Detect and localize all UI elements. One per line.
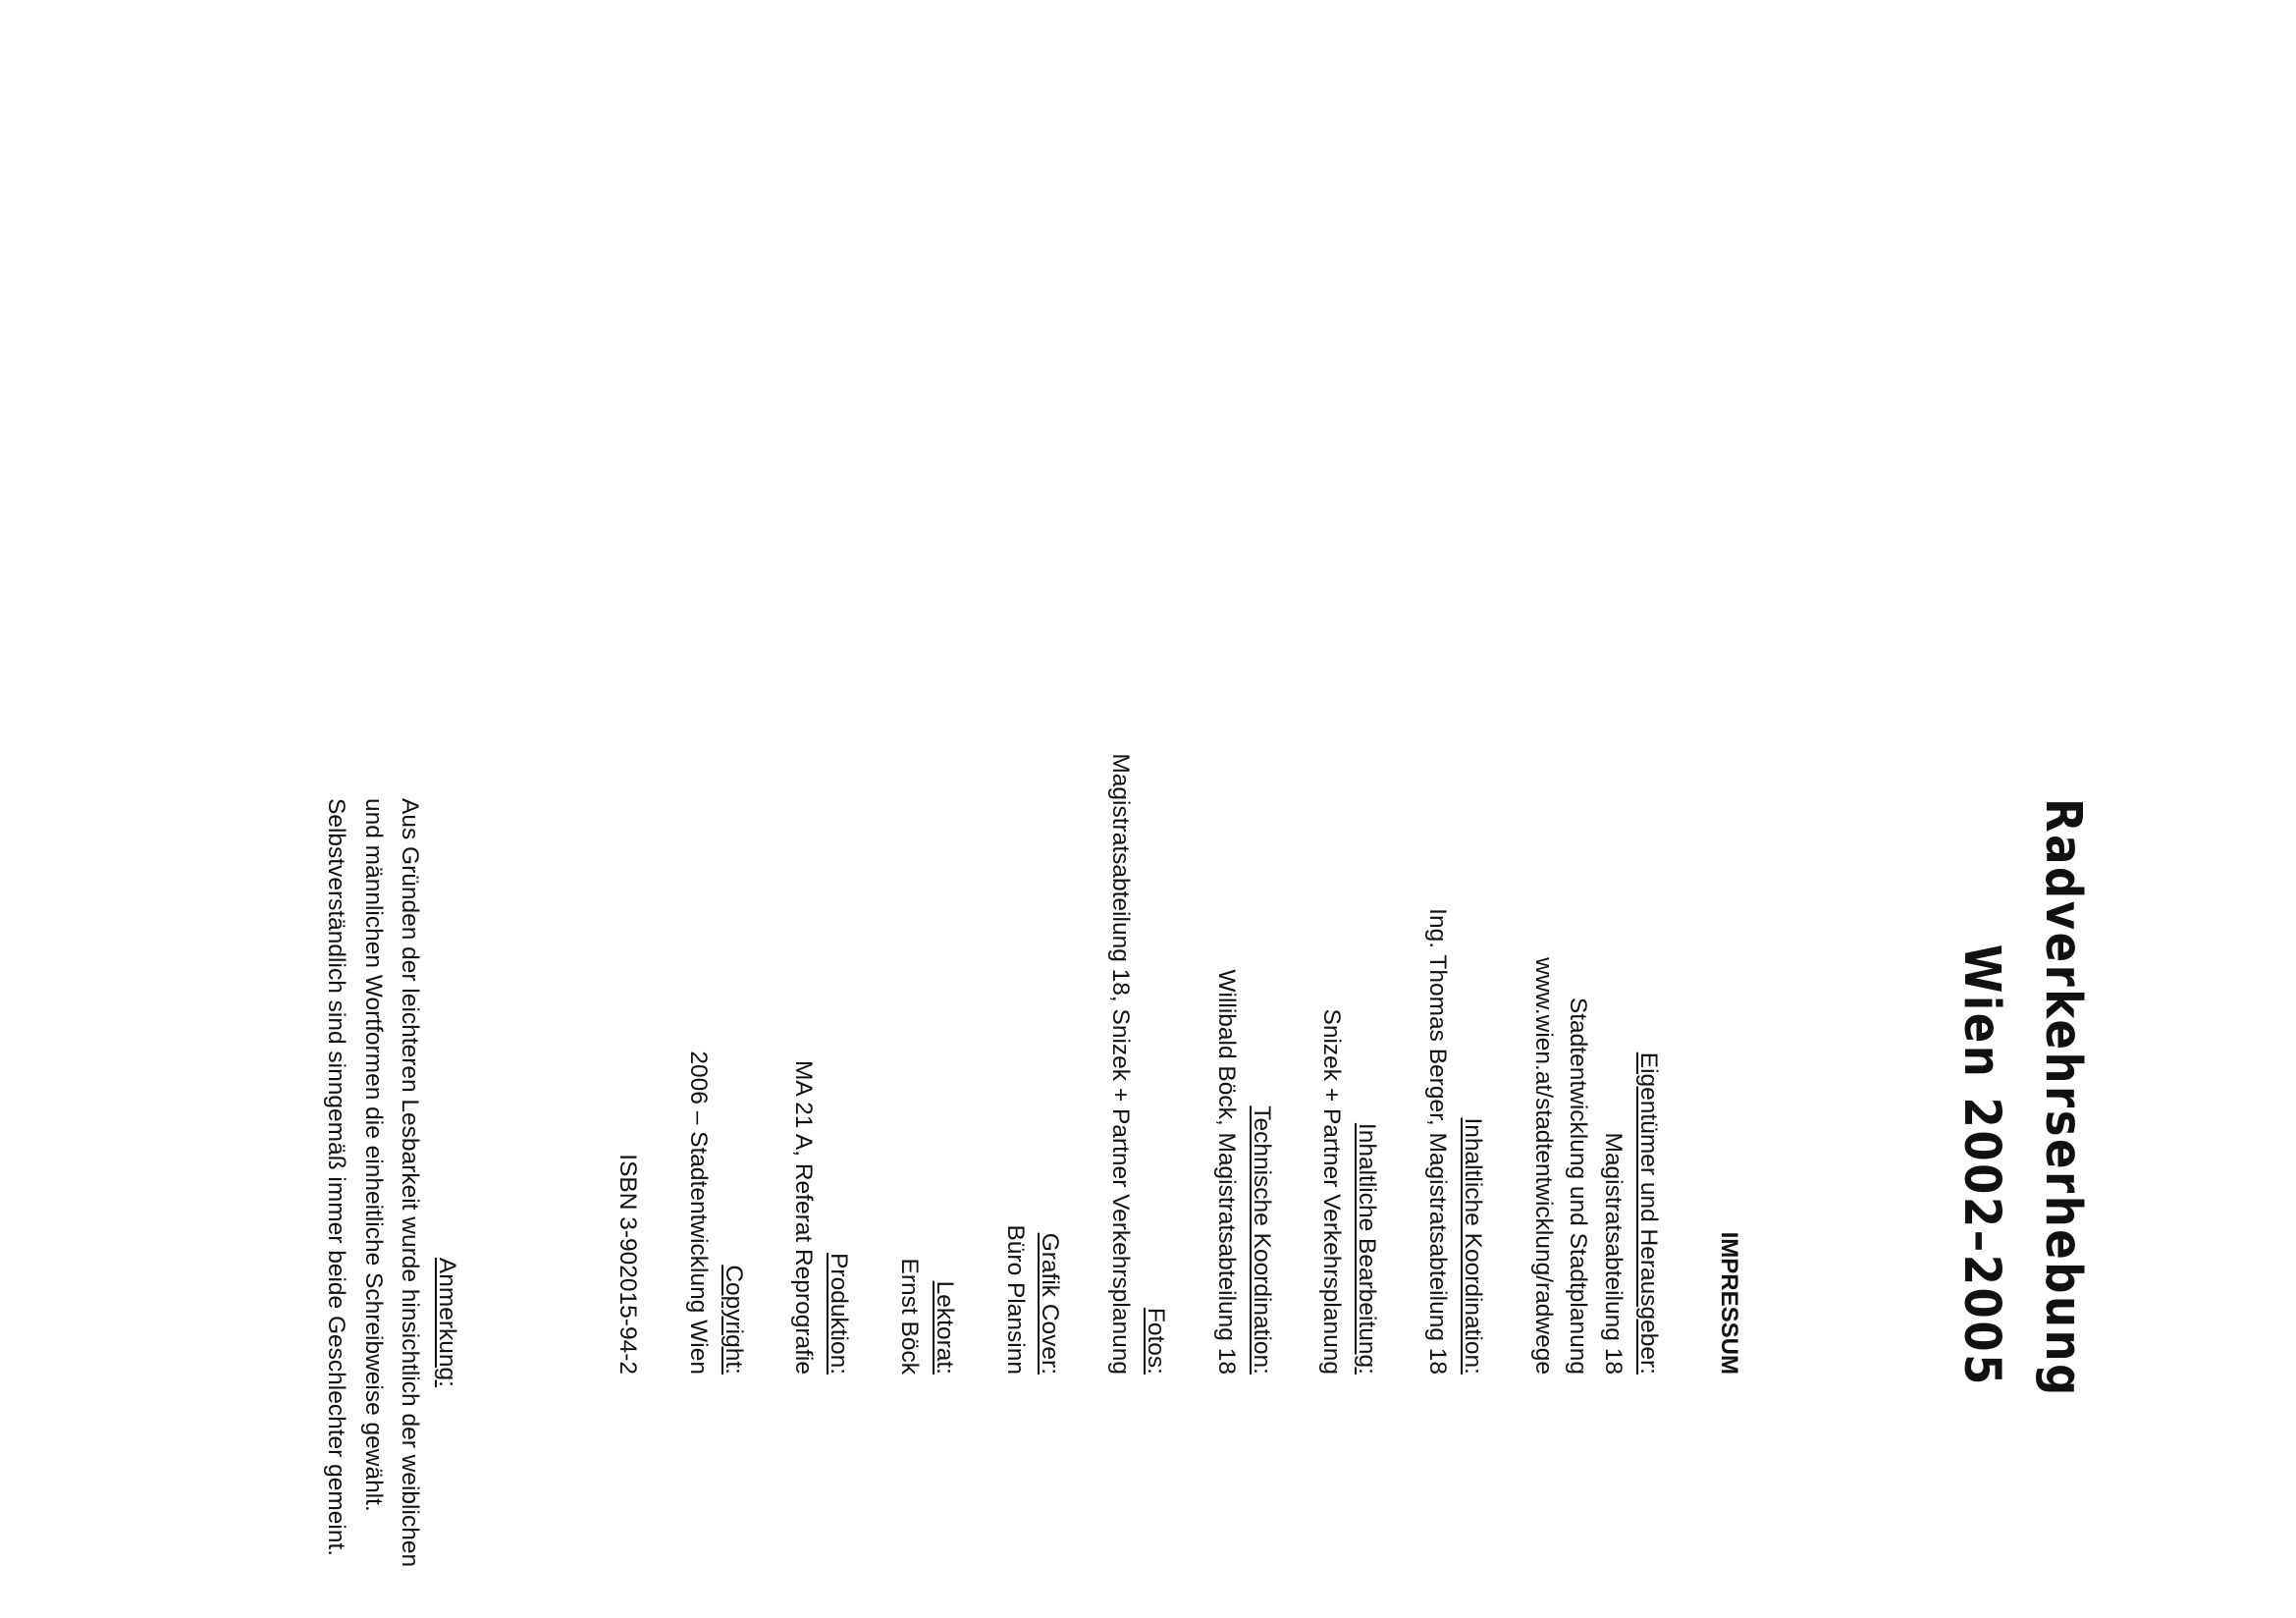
note-label: Anmerkung: — [434, 1257, 460, 1387]
technical-coordination-value: Willibald Böck, Magistratsabteilung 18 — [1212, 969, 1240, 1375]
cover-graphic-value: Büro Plansinn — [1001, 1224, 1029, 1375]
publisher-url: www.wien.at/stadtentwicklung/radwege — [1529, 957, 1557, 1375]
publisher-line: Magistratsabteilung 18 — [1600, 1132, 1628, 1375]
proofreading-label: Lektorat: — [931, 1280, 958, 1375]
cover-graphic-label: Grafik Cover: — [1037, 1232, 1064, 1375]
photos-value: Magistratsabteilung 18, Snizek + Partner Verkehrsplanung — [1107, 753, 1135, 1375]
content-editing-section — [1314, 393, 1385, 1375]
document-title-line-1: Radverkehrserhebung — [2034, 798, 2094, 1398]
content-coordination-value: Ing. Thomas Berger, Magistratsabteilung 18 — [1424, 908, 1452, 1375]
content-editing-value: Snizek + Partner Verkehrsplanung — [1318, 1008, 1346, 1375]
proofreading-section — [891, 393, 962, 1375]
copyright-label: Copyright: — [720, 1265, 747, 1375]
production-value: MA 21 A, Referat Reprografie — [790, 1059, 818, 1375]
production-section — [786, 393, 857, 1375]
impressum-heading: IMPRESSUM — [1716, 1231, 1742, 1375]
note-line: und männlichen Wortformen die einheitliche Schreibweise gewählt. — [360, 798, 387, 1512]
note-line: Selbstverständlich sind sinngemäß immer beide Geschlechter gemeint. — [323, 798, 350, 1557]
production-label: Produktion: — [826, 1253, 853, 1375]
isbn-section — [610, 393, 645, 1375]
note-block — [318, 798, 465, 1568]
technical-coordination-label: Technische Koordination: — [1248, 1106, 1275, 1375]
publisher-section — [1525, 393, 1666, 1375]
technical-coordination-section — [1208, 393, 1279, 1375]
copyright-section — [680, 393, 751, 1375]
proofreading-value: Ernst Böck — [896, 1258, 924, 1375]
content-coordination-section — [1419, 393, 1490, 1375]
copyright-value: 2006 – Stadtentwicklung Wien — [684, 1051, 712, 1375]
impressum-block — [574, 393, 1666, 1375]
isbn-value: ISBN 3-902015-94-2 — [614, 1154, 642, 1375]
content-coordination-label: Inhaltliche Koordination: — [1459, 1117, 1486, 1375]
content-editing-label: Inhaltliche Bearbeitung: — [1354, 1122, 1381, 1375]
photos-label: Fotos: — [1143, 1307, 1170, 1375]
photos-section — [1102, 393, 1173, 1375]
publisher-line: Stadtentwicklung und Stadtplanung — [1565, 997, 1592, 1375]
cover-graphic-section — [997, 393, 1068, 1375]
document-title-line-2: Wien 2002–2005 — [1952, 944, 2012, 1387]
note-line: Aus Gründen der leichteren Lesbarkeit wurde hinsichtlich der weiblichen — [397, 798, 424, 1568]
publisher-label: Eigentümer und Herausgeber: — [1635, 1052, 1662, 1375]
